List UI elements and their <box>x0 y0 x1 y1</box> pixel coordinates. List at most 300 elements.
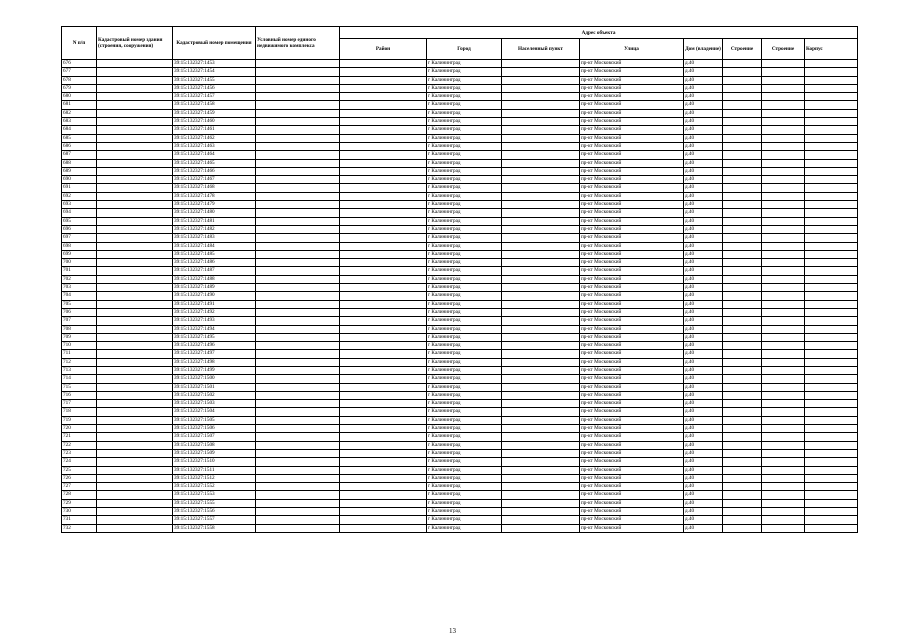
row-korpus <box>723 292 762 300</box>
row-district <box>340 159 427 167</box>
row-conditional <box>256 483 340 491</box>
row-num: 692 <box>62 192 97 200</box>
row-cad-premises: 39:15:132327:1478 <box>173 192 256 200</box>
row-conditional <box>256 292 340 300</box>
row-settlement <box>502 225 580 233</box>
row-num: 691 <box>62 184 97 192</box>
table-header <box>62 27 858 60</box>
row-district <box>340 483 427 491</box>
row-settlement <box>502 68 580 76</box>
row-num: 711 <box>62 350 97 358</box>
header-num: N п/п <box>62 27 97 60</box>
row-apartment <box>805 151 858 159</box>
row-korpus <box>723 101 762 109</box>
row-house: д.40 <box>684 275 723 283</box>
row-city: г Калининград <box>427 250 502 258</box>
row-house: д.40 <box>684 134 723 142</box>
row-apartment <box>805 250 858 258</box>
row-cad-building <box>97 176 173 184</box>
row-street: пр-кт Московский <box>580 300 684 308</box>
row-num: 698 <box>62 242 97 250</box>
row-num: 707 <box>62 317 97 325</box>
row-building <box>762 176 805 184</box>
row-house: д.40 <box>684 159 723 167</box>
row-district <box>340 225 427 233</box>
row-num: 688 <box>62 159 97 167</box>
row-district <box>340 68 427 76</box>
row-district <box>340 433 427 441</box>
row-cad-building <box>97 242 173 250</box>
row-street: пр-кт Московский <box>580 118 684 126</box>
table-row <box>62 68 858 76</box>
table-row <box>62 499 858 507</box>
row-korpus <box>723 167 762 175</box>
row-settlement <box>502 383 580 391</box>
table-row <box>62 126 858 134</box>
row-district <box>340 184 427 192</box>
row-apartment <box>805 358 858 366</box>
row-cad-building <box>97 474 173 482</box>
table-row <box>62 366 858 374</box>
row-house: д.40 <box>684 267 723 275</box>
row-num: 684 <box>62 126 97 134</box>
row-cad-premises: 39:15:132327:1489 <box>173 284 256 292</box>
row-settlement <box>502 267 580 275</box>
row-district <box>340 167 427 175</box>
row-cad-premises: 39:15:132327:1490 <box>173 292 256 300</box>
row-num: 715 <box>62 383 97 391</box>
row-district <box>340 101 427 109</box>
row-settlement <box>502 358 580 366</box>
row-cad-premises: 39:15:132327:1499 <box>173 366 256 374</box>
row-district <box>340 391 427 399</box>
row-building <box>762 275 805 283</box>
row-district <box>340 176 427 184</box>
row-num: 697 <box>62 234 97 242</box>
row-district <box>340 441 427 449</box>
row-district <box>340 458 427 466</box>
row-cad-building <box>97 358 173 366</box>
row-city: г Калининград <box>427 433 502 441</box>
row-street: пр-кт Московский <box>580 416 684 424</box>
header-building: Строение <box>762 39 805 60</box>
row-house: д.40 <box>684 184 723 192</box>
row-korpus <box>723 333 762 341</box>
row-street: пр-кт Московский <box>580 325 684 333</box>
row-apartment <box>805 466 858 474</box>
table-row <box>62 242 858 250</box>
row-conditional <box>256 176 340 184</box>
row-num: 703 <box>62 284 97 292</box>
row-settlement <box>502 134 580 142</box>
row-conditional <box>256 499 340 507</box>
row-korpus <box>723 300 762 308</box>
row-conditional <box>256 474 340 482</box>
row-cad-premises: 39:15:132327:1487 <box>173 267 256 275</box>
row-apartment <box>805 325 858 333</box>
row-apartment <box>805 225 858 233</box>
row-cad-building <box>97 383 173 391</box>
row-building <box>762 109 805 117</box>
row-city: г Калининград <box>427 375 502 383</box>
row-building <box>762 292 805 300</box>
row-house: д.40 <box>684 201 723 209</box>
row-num: 710 <box>62 342 97 350</box>
row-cad-building <box>97 433 173 441</box>
row-korpus <box>723 134 762 142</box>
row-district <box>340 416 427 424</box>
row-street: пр-кт Московский <box>580 284 684 292</box>
row-cad-building <box>97 159 173 167</box>
table-row <box>62 167 858 175</box>
row-district <box>340 524 427 532</box>
row-settlement <box>502 433 580 441</box>
row-building <box>762 400 805 408</box>
row-building <box>762 60 805 68</box>
row-cad-building <box>97 325 173 333</box>
row-settlement <box>502 192 580 200</box>
row-building <box>762 225 805 233</box>
row-num: 676 <box>62 60 97 68</box>
row-conditional <box>256 242 340 250</box>
row-house: д.40 <box>684 375 723 383</box>
row-district <box>340 474 427 482</box>
row-street: пр-кт Московский <box>580 134 684 142</box>
row-settlement <box>502 151 580 159</box>
row-cad-premises: 39:15:132327:1492 <box>173 308 256 316</box>
row-settlement <box>502 400 580 408</box>
table-row <box>62 76 858 84</box>
row-city: г Калининград <box>427 76 502 84</box>
row-cad-building <box>97 225 173 233</box>
table-row <box>62 151 858 159</box>
row-settlement <box>502 342 580 350</box>
row-cad-building <box>97 491 173 499</box>
row-apartment <box>805 234 858 242</box>
row-district <box>340 508 427 516</box>
row-apartment <box>805 342 858 350</box>
row-conditional <box>256 275 340 283</box>
row-district <box>340 201 427 209</box>
row-korpus <box>723 391 762 399</box>
row-house: д.40 <box>684 333 723 341</box>
row-conditional <box>256 225 340 233</box>
row-street: пр-кт Московский <box>580 60 684 68</box>
row-cad-building <box>97 275 173 283</box>
row-building <box>762 250 805 258</box>
row-building <box>762 284 805 292</box>
row-cad-premises: 39:15:132327:1501 <box>173 383 256 391</box>
row-city: г Калининград <box>427 292 502 300</box>
row-house: д.40 <box>684 192 723 200</box>
row-cad-building <box>97 400 173 408</box>
row-street: пр-кт Московский <box>580 375 684 383</box>
row-korpus <box>723 76 762 84</box>
row-building <box>762 159 805 167</box>
table-row <box>62 267 858 275</box>
row-settlement <box>502 499 580 507</box>
row-street: пр-кт Московский <box>580 425 684 433</box>
row-city: г Калининград <box>427 267 502 275</box>
row-cad-premises: 39:15:132327:1460 <box>173 118 256 126</box>
row-house: д.40 <box>684 151 723 159</box>
row-cad-premises: 39:15:132327:1485 <box>173 250 256 258</box>
row-house: д.40 <box>684 524 723 532</box>
row-conditional <box>256 383 340 391</box>
row-settlement <box>502 167 580 175</box>
row-building <box>762 217 805 225</box>
row-house: д.40 <box>684 167 723 175</box>
row-settlement <box>502 275 580 283</box>
row-street: пр-кт Московский <box>580 84 684 92</box>
row-building <box>762 516 805 524</box>
row-house: д.40 <box>684 317 723 325</box>
row-city: г Калининград <box>427 167 502 175</box>
row-cad-premises: 39:15:132327:1509 <box>173 449 256 457</box>
row-house: д.40 <box>684 433 723 441</box>
row-korpus <box>723 259 762 267</box>
row-conditional <box>256 508 340 516</box>
row-cad-building <box>97 209 173 217</box>
row-street: пр-кт Московский <box>580 209 684 217</box>
row-conditional <box>256 391 340 399</box>
row-district <box>340 333 427 341</box>
row-settlement <box>502 60 580 68</box>
row-korpus <box>723 516 762 524</box>
row-city: г Калининград <box>427 217 502 225</box>
row-cad-building <box>97 408 173 416</box>
table-row <box>62 234 858 242</box>
row-city: г Калининград <box>427 126 502 134</box>
row-building <box>762 142 805 150</box>
row-settlement <box>502 333 580 341</box>
row-building <box>762 101 805 109</box>
row-cad-premises: 39:15:132327:1504 <box>173 408 256 416</box>
row-conditional <box>256 234 340 242</box>
row-settlement <box>502 449 580 457</box>
row-num: 726 <box>62 474 97 482</box>
row-cad-premises: 39:15:132327:1455 <box>173 76 256 84</box>
table-row <box>62 491 858 499</box>
header-cad-premises: Кадастровый номер помещения <box>173 27 256 60</box>
row-korpus <box>723 284 762 292</box>
table-row <box>62 358 858 366</box>
table-row <box>62 441 858 449</box>
row-cad-premises: 39:15:132327:1502 <box>173 391 256 399</box>
row-apartment <box>805 350 858 358</box>
row-city: г Калининград <box>427 192 502 200</box>
row-settlement <box>502 308 580 316</box>
row-house: д.40 <box>684 284 723 292</box>
row-conditional <box>256 425 340 433</box>
row-district <box>340 499 427 507</box>
table-row <box>62 474 858 482</box>
row-street: пр-кт Московский <box>580 317 684 325</box>
document-sheet <box>61 26 857 533</box>
row-korpus <box>723 225 762 233</box>
row-conditional <box>256 284 340 292</box>
row-city: г Калининград <box>427 499 502 507</box>
row-house: д.40 <box>684 292 723 300</box>
row-street: пр-кт Московский <box>580 217 684 225</box>
row-conditional <box>256 350 340 358</box>
row-korpus <box>723 184 762 192</box>
row-apartment <box>805 159 858 167</box>
row-cad-premises: 39:15:132327:1464 <box>173 151 256 159</box>
row-korpus <box>723 250 762 258</box>
row-city: г Калининград <box>427 524 502 532</box>
row-house: д.40 <box>684 425 723 433</box>
row-city: г Калининград <box>427 408 502 416</box>
row-cad-building <box>97 118 173 126</box>
row-street: пр-кт Московский <box>580 201 684 209</box>
row-num: 677 <box>62 68 97 76</box>
row-settlement <box>502 350 580 358</box>
row-num: 700 <box>62 259 97 267</box>
row-city: г Калининград <box>427 201 502 209</box>
row-building <box>762 416 805 424</box>
row-house: д.40 <box>684 358 723 366</box>
row-street: пр-кт Московский <box>580 225 684 233</box>
row-apartment <box>805 366 858 374</box>
header-house: Дом (владение) <box>684 39 723 60</box>
row-house: д.40 <box>684 234 723 242</box>
row-cad-premises: 39:15:132327:1453 <box>173 60 256 68</box>
row-cad-premises: 39:15:132327:1479 <box>173 201 256 209</box>
row-num: 727 <box>62 483 97 491</box>
row-cad-building <box>97 317 173 325</box>
row-conditional <box>256 491 340 499</box>
row-city: г Калининград <box>427 391 502 399</box>
row-cad-building <box>97 416 173 424</box>
row-korpus <box>723 317 762 325</box>
row-street: пр-кт Московский <box>580 491 684 499</box>
row-settlement <box>502 466 580 474</box>
row-street: пр-кт Московский <box>580 458 684 466</box>
row-house: д.40 <box>684 383 723 391</box>
row-cad-building <box>97 93 173 101</box>
row-cad-building <box>97 366 173 374</box>
row-num: 678 <box>62 76 97 84</box>
row-conditional <box>256 333 340 341</box>
row-city: г Калининград <box>427 425 502 433</box>
row-cad-premises: 39:15:132327:1482 <box>173 225 256 233</box>
row-conditional <box>256 250 340 258</box>
row-conditional <box>256 259 340 267</box>
row-settlement <box>502 126 580 134</box>
row-cad-premises: 39:15:132327:1463 <box>173 142 256 150</box>
row-cad-premises: 39:15:132327:1500 <box>173 375 256 383</box>
table-row <box>62 176 858 184</box>
table-row <box>62 225 858 233</box>
header-street: Улица <box>580 39 684 60</box>
row-num: 724 <box>62 458 97 466</box>
row-city: г Калининград <box>427 134 502 142</box>
row-city: г Калининград <box>427 449 502 457</box>
row-district <box>340 134 427 142</box>
row-korpus <box>723 366 762 374</box>
row-house: д.40 <box>684 325 723 333</box>
row-settlement <box>502 159 580 167</box>
table-row <box>62 118 858 126</box>
row-apartment <box>805 516 858 524</box>
row-settlement <box>502 483 580 491</box>
row-city: г Калининград <box>427 300 502 308</box>
row-city: г Калининград <box>427 84 502 92</box>
row-conditional <box>256 167 340 175</box>
row-street: пр-кт Московский <box>580 259 684 267</box>
row-street: пр-кт Московский <box>580 250 684 258</box>
row-apartment <box>805 284 858 292</box>
row-cad-building <box>97 167 173 175</box>
row-district <box>340 192 427 200</box>
row-conditional <box>256 400 340 408</box>
row-settlement <box>502 234 580 242</box>
row-house: д.40 <box>684 491 723 499</box>
row-street: пр-кт Московский <box>580 234 684 242</box>
row-house: д.40 <box>684 416 723 424</box>
row-apartment <box>805 192 858 200</box>
row-district <box>340 142 427 150</box>
table-row <box>62 508 858 516</box>
row-city: г Калининград <box>427 142 502 150</box>
table-row <box>62 259 858 267</box>
row-korpus <box>723 416 762 424</box>
register-table <box>61 26 858 533</box>
table-row <box>62 308 858 316</box>
row-apartment <box>805 433 858 441</box>
row-num: 709 <box>62 333 97 341</box>
row-city: г Калининград <box>427 242 502 250</box>
row-street: пр-кт Московский <box>580 391 684 399</box>
row-city: г Калининград <box>427 483 502 491</box>
page-number: 13 <box>449 627 456 635</box>
row-conditional <box>256 142 340 150</box>
row-cad-building <box>97 508 173 516</box>
row-cad-premises: 39:15:132327:1462 <box>173 134 256 142</box>
row-house: д.40 <box>684 242 723 250</box>
row-cad-building <box>97 101 173 109</box>
row-cad-building <box>97 391 173 399</box>
row-cad-building <box>97 375 173 383</box>
row-district <box>340 76 427 84</box>
row-num: 690 <box>62 176 97 184</box>
row-korpus <box>723 192 762 200</box>
row-num: 731 <box>62 516 97 524</box>
table-row <box>62 60 858 68</box>
row-building <box>762 234 805 242</box>
row-apartment <box>805 267 858 275</box>
row-cad-building <box>97 217 173 225</box>
row-building <box>762 350 805 358</box>
row-house: д.40 <box>684 259 723 267</box>
row-num: 705 <box>62 300 97 308</box>
row-district <box>340 300 427 308</box>
row-conditional <box>256 76 340 84</box>
row-conditional <box>256 408 340 416</box>
row-cad-premises: 39:15:132327:1461 <box>173 126 256 134</box>
row-conditional <box>256 317 340 325</box>
row-district <box>340 118 427 126</box>
row-house: д.40 <box>684 142 723 150</box>
row-apartment <box>805 142 858 150</box>
row-building <box>762 126 805 134</box>
row-house: д.40 <box>684 68 723 76</box>
row-cad-premises: 39:15:132327:1553 <box>173 491 256 499</box>
row-korpus <box>723 350 762 358</box>
row-settlement <box>502 176 580 184</box>
row-house: д.40 <box>684 366 723 374</box>
